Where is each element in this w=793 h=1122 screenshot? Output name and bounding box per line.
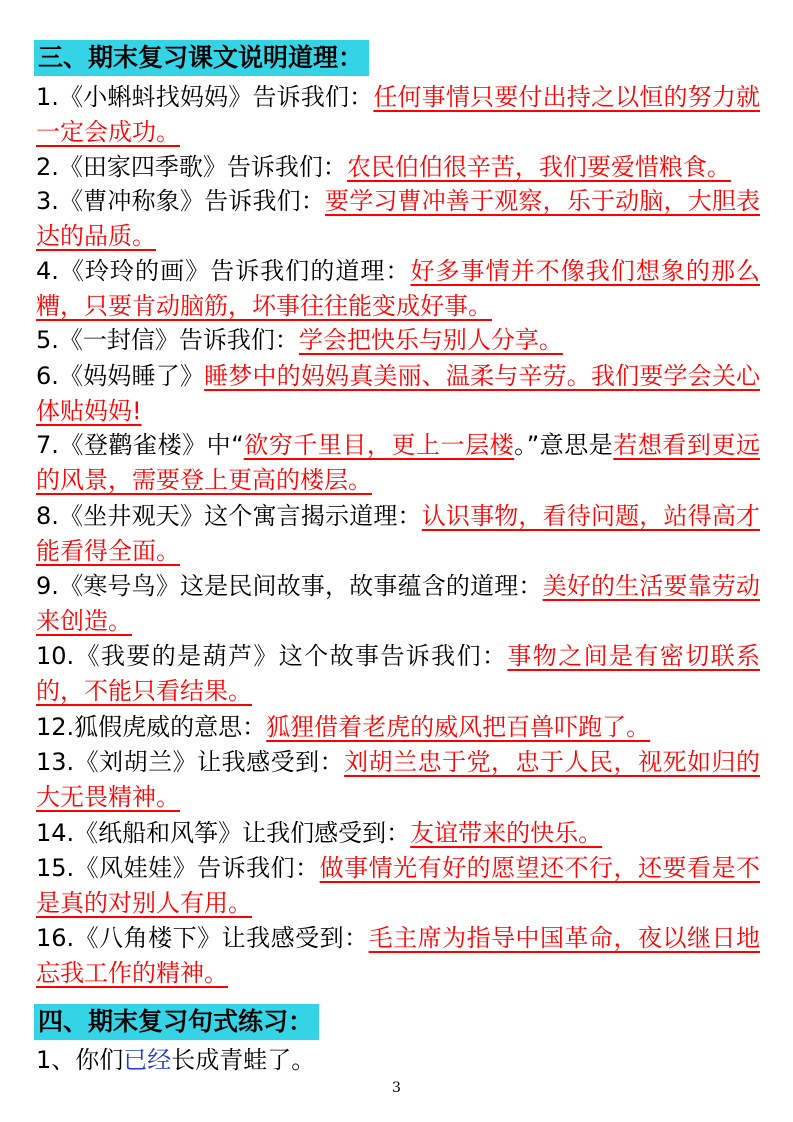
- item-prefix: 5.《一封信》告诉我们：: [36, 326, 299, 354]
- item-prefix: 8.《坐井观天》这个寓言揭示道理：: [36, 502, 422, 530]
- item-prefix: 15.《风娃娃》告诉我们：: [36, 854, 320, 882]
- lesson-item: [36, 851, 760, 921]
- item-answer: 好多事情并不像我们想象的那么糟，只要肯动脑筋，坏事往往能变成好事。: [36, 257, 760, 320]
- item-answer: 若想看到更远的风景，需要登上更高的楼层。: [36, 431, 761, 494]
- exercise-suffix: 长成青蛙了。: [171, 1046, 316, 1074]
- lesson-item: [36, 499, 760, 569]
- item-answer: 友谊带来的快乐。: [410, 819, 603, 847]
- item-prefix: 2.《田家四季歌》告诉我们：: [36, 153, 347, 181]
- lesson-item: [36, 254, 760, 324]
- item-prefix: 14.《纸船和风筝》让我们感受到：: [36, 819, 411, 847]
- item-prefix: 16.《八角楼下》让我感受到：: [36, 924, 369, 952]
- lesson-item: [36, 639, 760, 709]
- item-prefix: 12.狐假虎威的意思：: [36, 713, 267, 741]
- page-number: 3: [392, 1080, 401, 1096]
- item-answer: 事物之间是有密切联系的，不能只看结果。: [36, 642, 760, 705]
- item-answer: 睡梦中的妈妈真美丽、温柔与辛劳。我们要学会关心体贴妈妈!: [36, 362, 761, 425]
- item-answer: 刘胡兰忠于党，忠于人民，视死如归的大无畏精神。: [36, 748, 760, 811]
- item-answer: 做事情光有好的愿望还不行，还要看是不是真的对别人有用。: [36, 854, 761, 917]
- item-prefix: 4.《玲玲的画》告诉我们的道理：: [36, 257, 411, 285]
- lesson-item: [36, 323, 760, 358]
- item-prefix: 3.《曹冲称象》告诉我们：: [36, 187, 326, 215]
- item-answer: 农民伯伯很辛苦，我们要爱惜粮食。: [346, 153, 731, 181]
- item-answer: 要学习曹冲善于观察，乐于动脑，大胆表达的品质。: [36, 187, 761, 250]
- lesson-item: [36, 816, 760, 851]
- exercise-prefix: 1、你们: [36, 1046, 124, 1074]
- lesson-item: [36, 428, 760, 498]
- item-answer: 毛主席为指导中国革命，夜以继日地忘我工作的精神。: [36, 924, 761, 987]
- item-suffix: 。”意思是: [514, 431, 614, 459]
- section-heading-3: 三、期末复习课文说明道理：: [34, 40, 369, 76]
- lesson-item: [36, 569, 760, 639]
- item-quote: 欲穷千里目，更上一层楼: [243, 431, 515, 459]
- item-answer: 狐狸借着老虎的威风把百兽吓跑了。: [266, 713, 651, 741]
- item-answer: 学会把快乐与别人分享。: [298, 326, 563, 354]
- item-prefix: 1.《小蝌蚪找妈妈》告诉我们：: [36, 83, 374, 111]
- item-prefix: 9.《寒号鸟》这是民间故事，故事蕴含的道理：: [36, 572, 543, 600]
- lesson-item: [36, 80, 760, 150]
- item-prefix: 10.《我要的是葫芦》这个故事告诉我们：: [36, 642, 508, 670]
- item-prefix: 13.《刘胡兰》让我感受到：: [36, 748, 345, 776]
- exercise-sentence: [36, 1043, 760, 1078]
- lesson-item: [36, 710, 760, 745]
- exercise-highlight: 已经: [123, 1046, 172, 1074]
- lesson-item: [36, 150, 760, 185]
- lesson-item: [36, 745, 760, 815]
- item-answer: 美好的生活要靠劳动来创造。: [36, 572, 760, 635]
- lesson-item: [36, 921, 760, 991]
- item-prefix: 6.《妈妈睡了》: [36, 362, 205, 390]
- item-answer: 认识事物，看待问题，站得高才能看得全面。: [36, 502, 761, 565]
- lesson-item: [36, 184, 760, 254]
- section-heading-4: 四、期末复习句式练习：: [34, 1004, 319, 1040]
- item-answer: 任何事情只要付出持之以恒的努力就一定会成功。: [36, 83, 760, 146]
- lesson-item: [36, 359, 760, 429]
- item-prefix: 7.《登鹳雀楼》中“: [36, 431, 244, 459]
